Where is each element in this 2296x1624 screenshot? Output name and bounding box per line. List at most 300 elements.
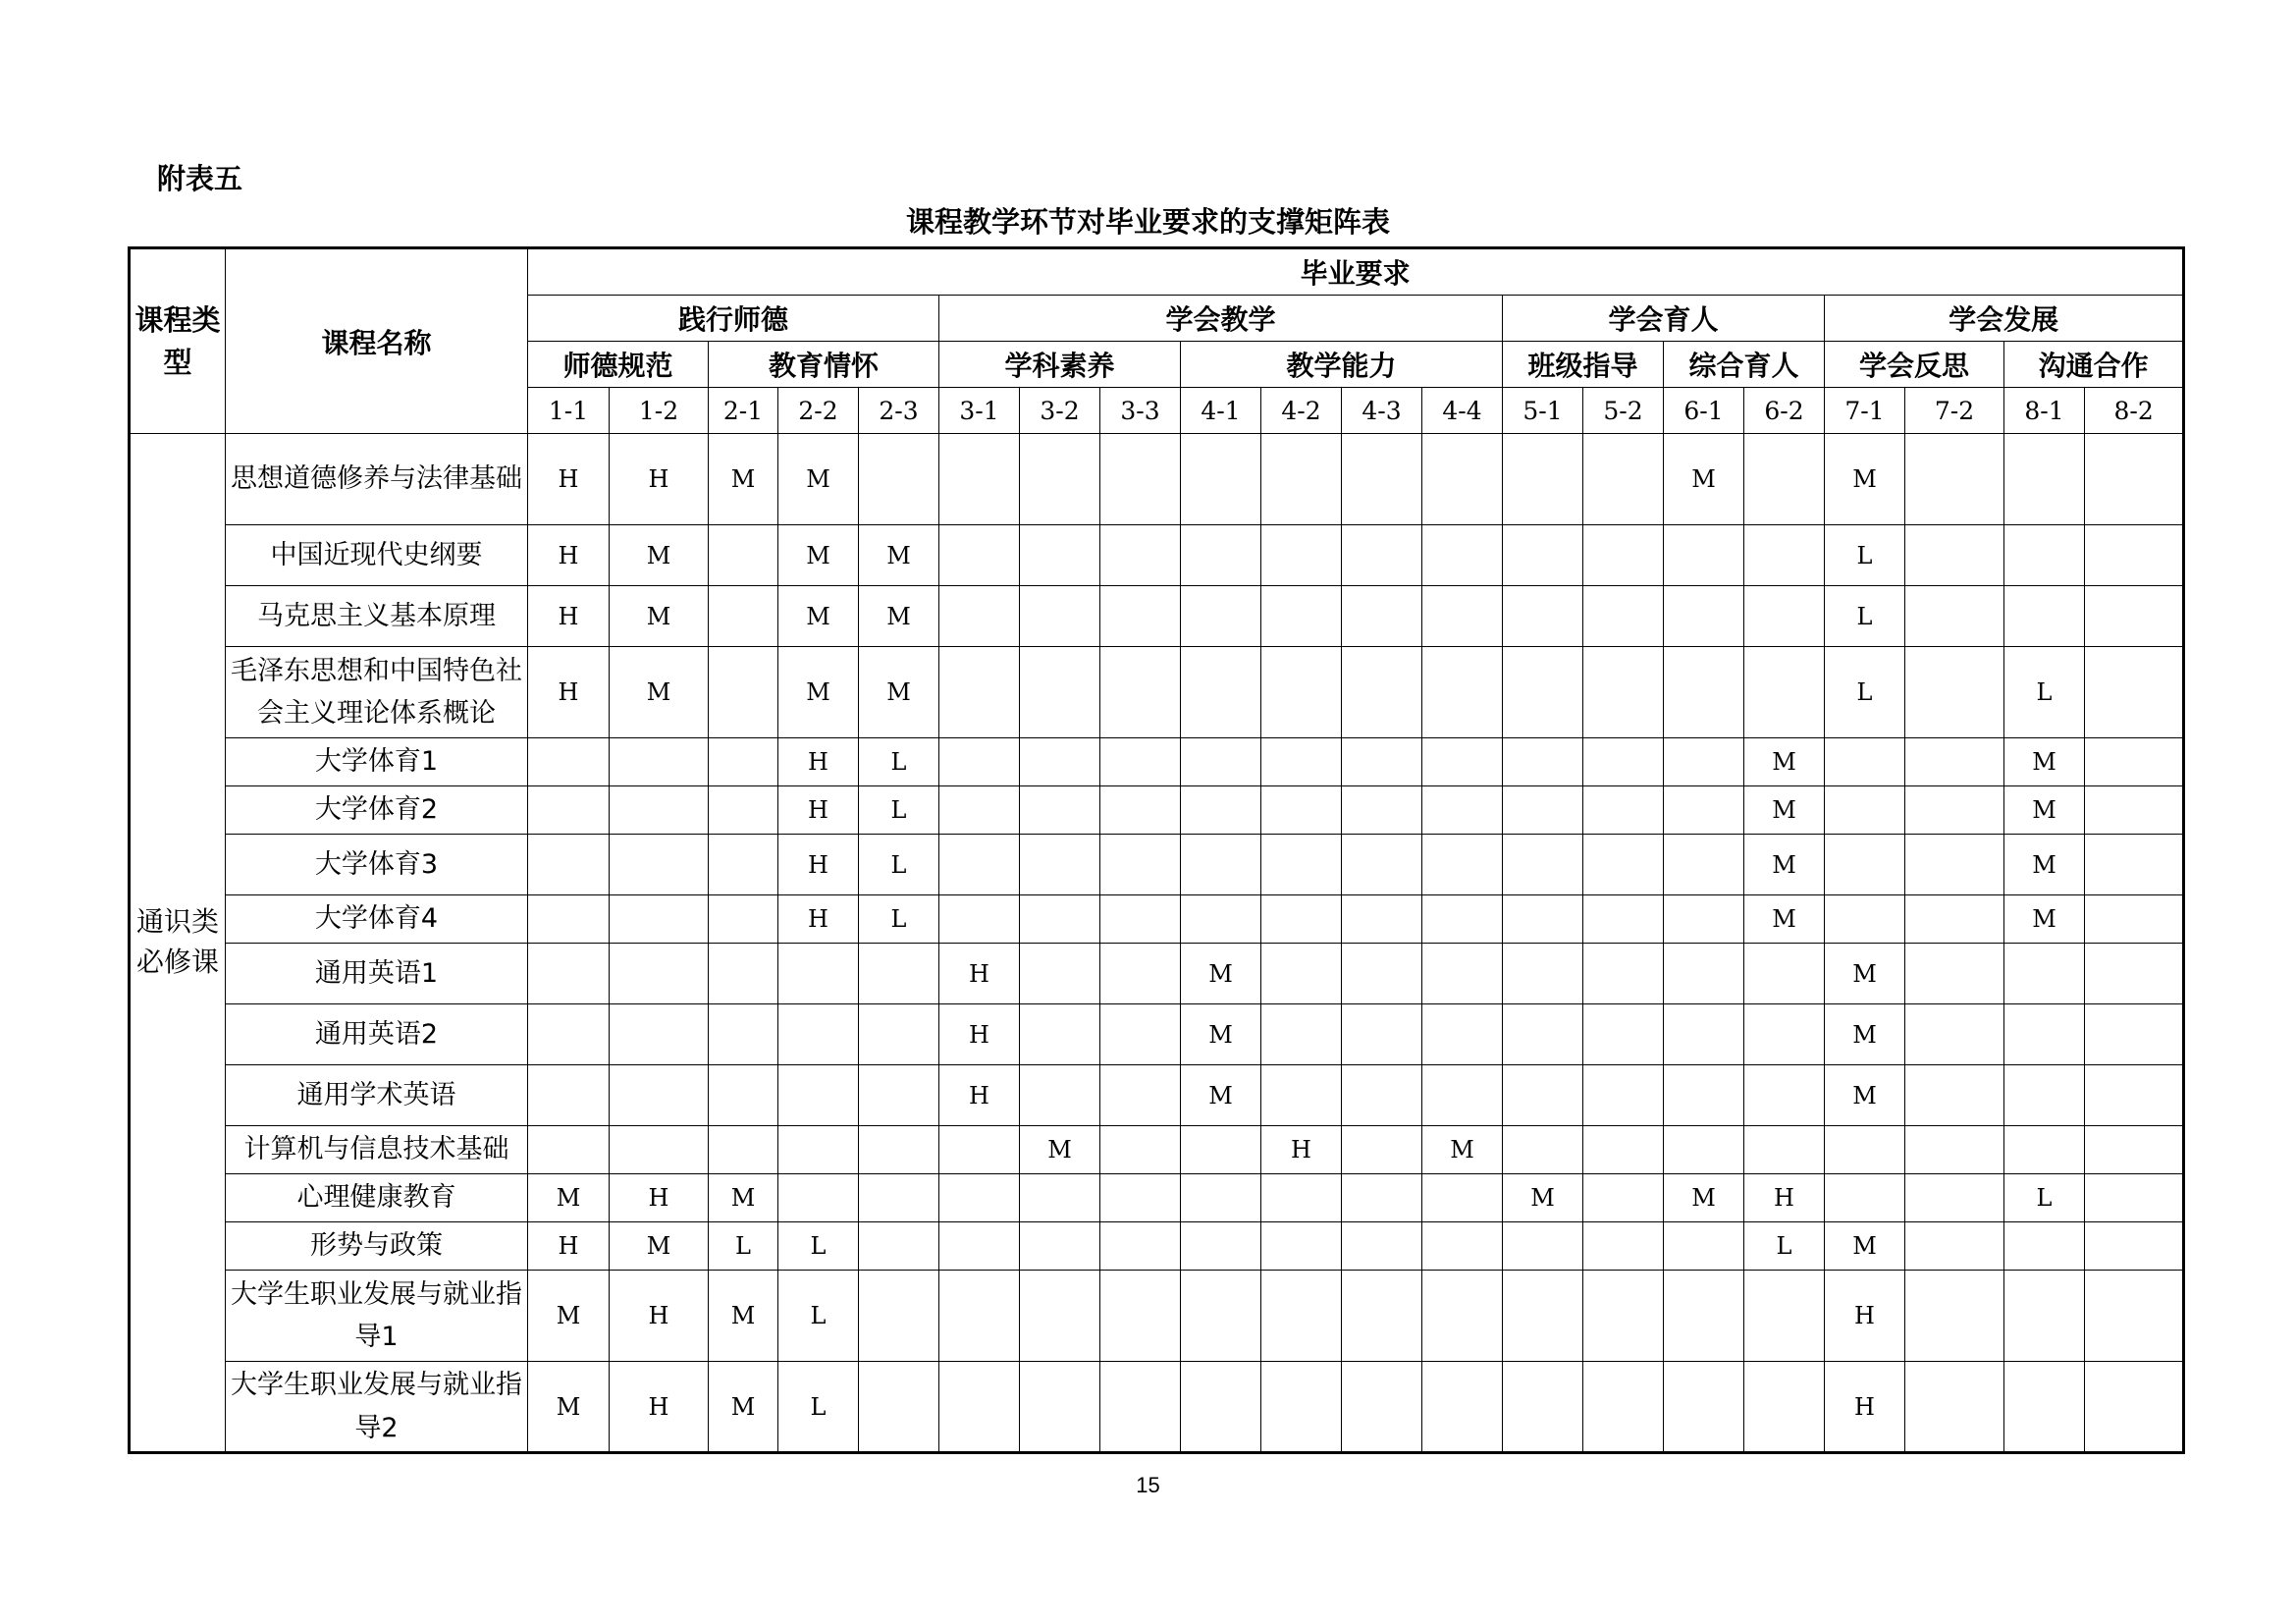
course-name-cell: 大学体育4	[226, 895, 528, 944]
requirement-code-header: 1-1	[528, 388, 610, 434]
support-level-cell: H	[610, 434, 709, 525]
support-level-cell: H	[1825, 1362, 1905, 1453]
support-level-cell: M	[1825, 434, 1905, 525]
table-row	[130, 835, 2184, 895]
support-level-cell: H	[778, 895, 859, 944]
support-level-cell: H	[528, 525, 610, 586]
support-level-cell	[709, 1126, 778, 1174]
support-level-cell	[1905, 1065, 2004, 1126]
requirement-subgroup-header: 沟通合作	[2004, 342, 2184, 388]
requirement-code-header: 7-2	[1905, 388, 2004, 434]
support-level-cell	[2085, 434, 2184, 525]
support-level-cell	[1503, 434, 1583, 525]
support-level-cell	[2085, 525, 2184, 586]
support-level-cell	[1583, 738, 1664, 786]
support-level-cell	[1342, 525, 1422, 586]
support-level-cell	[1422, 1065, 1503, 1126]
course-name-cell: 通用英语2	[226, 1004, 528, 1065]
requirement-code-header: 4-4	[1422, 388, 1503, 434]
support-level-cell: H	[528, 1222, 610, 1271]
support-level-cell: H	[1825, 1271, 1905, 1362]
requirement-code-header: 6-1	[1664, 388, 1744, 434]
support-level-cell: H	[610, 1271, 709, 1362]
support-level-cell	[1020, 786, 1100, 835]
support-level-cell	[1664, 835, 1744, 895]
support-level-cell	[939, 647, 1020, 738]
table-row	[130, 1362, 2184, 1453]
support-level-cell	[1020, 1362, 1100, 1453]
support-level-cell	[1342, 434, 1422, 525]
support-level-cell	[859, 434, 939, 525]
support-level-cell	[1583, 1065, 1664, 1126]
support-level-cell	[778, 1174, 859, 1222]
support-level-cell	[1744, 1362, 1825, 1453]
support-level-cell	[2085, 895, 2184, 944]
support-level-cell: H	[1261, 1126, 1342, 1174]
support-level-cell	[1503, 1362, 1583, 1453]
support-level-cell	[709, 1065, 778, 1126]
support-level-cell	[1261, 944, 1342, 1004]
course-name-cell: 马克思主义基本原理	[226, 586, 528, 647]
support-level-cell	[709, 647, 778, 738]
support-level-cell: M	[1664, 434, 1744, 525]
support-level-cell	[2085, 944, 2184, 1004]
support-level-cell	[1020, 1004, 1100, 1065]
requirement-code-header: 6-2	[1744, 388, 1825, 434]
course-name-cell: 中国近现代史纲要	[226, 525, 528, 586]
support-level-cell	[1583, 1174, 1664, 1222]
support-level-cell	[859, 1174, 939, 1222]
support-level-cell: M	[1503, 1174, 1583, 1222]
support-level-cell	[1664, 1271, 1744, 1362]
support-level-cell: L	[1825, 586, 1905, 647]
support-level-cell	[1825, 1174, 1905, 1222]
support-level-cell	[859, 944, 939, 1004]
support-level-cell	[2085, 1362, 2184, 1453]
support-level-cell	[2085, 835, 2184, 895]
support-level-cell	[1664, 1126, 1744, 1174]
table-row	[130, 647, 2184, 738]
support-level-cell	[610, 944, 709, 1004]
support-level-cell	[1422, 1271, 1503, 1362]
support-level-cell: L	[1825, 647, 1905, 738]
support-level-cell	[1664, 1362, 1744, 1453]
support-level-cell	[939, 434, 1020, 525]
course-name-cell: 大学体育3	[226, 835, 528, 895]
support-level-cell	[1342, 647, 1422, 738]
support-level-cell	[610, 1126, 709, 1174]
support-level-cell	[528, 1004, 610, 1065]
support-level-cell: M	[2004, 895, 2085, 944]
support-level-cell	[1503, 944, 1583, 1004]
support-level-cell	[1100, 738, 1181, 786]
support-level-cell	[1342, 944, 1422, 1004]
support-level-cell	[1905, 786, 2004, 835]
support-level-cell	[2004, 1126, 2085, 1174]
support-level-cell: H	[610, 1362, 709, 1453]
support-level-cell	[1342, 1004, 1422, 1065]
support-level-cell	[1342, 738, 1422, 786]
support-level-cell	[2004, 525, 2085, 586]
support-level-cell	[610, 786, 709, 835]
support-level-cell	[2004, 1362, 2085, 1453]
support-level-cell	[1100, 586, 1181, 647]
course-category-cell: 通识类必修课	[130, 434, 226, 1453]
support-level-cell	[610, 1065, 709, 1126]
support-level-cell	[1342, 1174, 1422, 1222]
support-level-cell: M	[1825, 944, 1905, 1004]
support-level-cell	[1825, 895, 1905, 944]
support-level-cell: H	[939, 944, 1020, 1004]
support-level-cell	[2004, 1271, 2085, 1362]
support-level-cell: M	[709, 434, 778, 525]
support-level-cell	[709, 1004, 778, 1065]
support-level-cell	[1664, 944, 1744, 1004]
support-level-cell	[1181, 434, 1261, 525]
table-row	[130, 944, 2184, 1004]
support-level-cell	[1744, 525, 1825, 586]
course-name-cell: 大学生职业发展与就业指导2	[226, 1362, 528, 1453]
support-level-cell	[939, 1271, 1020, 1362]
support-level-cell	[2085, 1174, 2184, 1222]
support-level-cell	[1100, 525, 1181, 586]
support-level-cell: H	[939, 1065, 1020, 1126]
support-level-cell	[1342, 1126, 1422, 1174]
support-level-cell	[939, 525, 1020, 586]
support-level-cell: L	[859, 738, 939, 786]
support-level-cell	[2004, 944, 2085, 1004]
support-level-cell	[1100, 1362, 1181, 1453]
support-level-cell	[1020, 1222, 1100, 1271]
support-level-cell: M	[1744, 895, 1825, 944]
support-level-cell	[1744, 434, 1825, 525]
support-level-cell: M	[859, 586, 939, 647]
support-level-cell: M	[709, 1362, 778, 1453]
support-level-cell	[2085, 786, 2184, 835]
requirement-code-header: 8-1	[2004, 388, 2085, 434]
support-level-cell	[1422, 1222, 1503, 1271]
course-name-cell: 大学体育2	[226, 786, 528, 835]
requirement-code-header: 2-1	[709, 388, 778, 434]
course-name-cell: 大学体育1	[226, 738, 528, 786]
support-level-cell	[939, 1222, 1020, 1271]
support-level-cell	[859, 1065, 939, 1126]
requirement-code-header: 4-3	[1342, 388, 1422, 434]
support-level-cell	[610, 1004, 709, 1065]
support-level-cell	[1583, 895, 1664, 944]
support-level-cell: M	[778, 434, 859, 525]
support-level-cell	[528, 738, 610, 786]
support-level-cell: M	[528, 1174, 610, 1222]
table-row	[130, 1174, 2184, 1222]
support-level-cell	[939, 586, 1020, 647]
support-level-cell	[1422, 1362, 1503, 1453]
support-level-cell	[1905, 1271, 2004, 1362]
support-level-cell	[1825, 835, 1905, 895]
support-level-cell: L	[778, 1271, 859, 1362]
support-level-cell	[1503, 1271, 1583, 1362]
support-level-cell: M	[1825, 1065, 1905, 1126]
support-level-cell	[1583, 1004, 1664, 1065]
support-level-cell	[1100, 1065, 1181, 1126]
table-row	[130, 1004, 2184, 1065]
course-name-cell: 心理健康教育	[226, 1174, 528, 1222]
support-level-cell	[1342, 1222, 1422, 1271]
support-level-cell	[2004, 434, 2085, 525]
support-level-cell: M	[1020, 1126, 1100, 1174]
support-level-cell: H	[778, 738, 859, 786]
support-level-cell	[1583, 1362, 1664, 1453]
support-level-cell	[1261, 786, 1342, 835]
support-level-cell	[1181, 525, 1261, 586]
requirement-code-header: 2-3	[859, 388, 939, 434]
support-level-cell	[1825, 1126, 1905, 1174]
support-level-cell	[1261, 1271, 1342, 1362]
support-level-cell	[1181, 1126, 1261, 1174]
support-level-cell	[1583, 944, 1664, 1004]
support-level-cell	[1905, 738, 2004, 786]
requirement-code-header: 4-2	[1261, 388, 1342, 434]
support-level-cell	[939, 786, 1020, 835]
matrix-body	[130, 434, 2184, 1453]
support-level-cell	[1744, 1126, 1825, 1174]
support-level-cell: M	[1744, 786, 1825, 835]
support-level-cell	[1503, 586, 1583, 647]
support-level-cell	[1905, 895, 2004, 944]
support-level-cell: H	[610, 1174, 709, 1222]
support-level-cell	[1422, 738, 1503, 786]
support-level-cell: M	[1664, 1174, 1744, 1222]
support-level-cell	[1261, 895, 1342, 944]
support-level-cell	[1181, 647, 1261, 738]
requirement-code-header: 8-2	[2085, 388, 2184, 434]
support-level-cell	[1503, 738, 1583, 786]
support-level-cell: L	[859, 835, 939, 895]
support-level-cell	[2085, 738, 2184, 786]
support-level-cell	[1905, 944, 2004, 1004]
course-name-cell: 通用学术英语	[226, 1065, 528, 1126]
support-level-cell: M	[1744, 738, 1825, 786]
requirement-subgroup-header: 学会反思	[1825, 342, 2004, 388]
support-level-cell	[1503, 525, 1583, 586]
support-level-cell	[2085, 1271, 2184, 1362]
support-level-cell	[1261, 1362, 1342, 1453]
support-level-cell	[1583, 586, 1664, 647]
support-level-cell: M	[2004, 786, 2085, 835]
support-level-cell: H	[939, 1004, 1020, 1065]
support-level-cell	[2085, 586, 2184, 647]
requirement-code-header: 2-2	[778, 388, 859, 434]
support-level-cell	[1905, 586, 2004, 647]
support-level-cell	[1744, 586, 1825, 647]
support-level-cell	[1181, 1362, 1261, 1453]
support-level-cell	[1020, 434, 1100, 525]
requirement-code-header: 3-1	[939, 388, 1020, 434]
support-level-cell: L	[2004, 1174, 2085, 1222]
course-name-cell: 通用英语1	[226, 944, 528, 1004]
support-level-cell	[1181, 1174, 1261, 1222]
support-level-cell	[528, 944, 610, 1004]
table-row	[130, 786, 2184, 835]
support-level-cell	[1020, 647, 1100, 738]
course-name-cell: 思想道德修养与法律基础	[226, 434, 528, 525]
support-level-cell	[610, 895, 709, 944]
support-matrix-table	[128, 246, 2185, 1454]
support-level-cell: M	[1181, 1004, 1261, 1065]
support-level-cell	[1503, 647, 1583, 738]
table-row	[130, 1126, 2184, 1174]
support-level-cell: M	[610, 647, 709, 738]
support-level-cell	[1503, 1126, 1583, 1174]
support-level-cell	[1664, 1004, 1744, 1065]
support-level-cell: M	[528, 1362, 610, 1453]
table-row	[130, 895, 2184, 944]
support-level-cell	[1422, 647, 1503, 738]
support-level-cell	[1342, 786, 1422, 835]
support-level-cell: M	[1825, 1004, 1905, 1065]
support-level-cell	[1261, 1222, 1342, 1271]
support-level-cell	[1664, 895, 1744, 944]
requirement-subgroup-header: 教育情怀	[709, 342, 939, 388]
support-level-cell	[1181, 895, 1261, 944]
support-level-cell	[939, 895, 1020, 944]
support-level-cell	[859, 1004, 939, 1065]
support-level-cell	[528, 1126, 610, 1174]
support-level-cell: M	[1422, 1126, 1503, 1174]
support-level-cell	[1583, 835, 1664, 895]
support-level-cell	[1422, 1174, 1503, 1222]
support-level-cell	[2085, 1126, 2184, 1174]
support-level-cell	[709, 525, 778, 586]
support-level-cell	[1100, 434, 1181, 525]
support-level-cell	[1905, 1126, 2004, 1174]
table-row	[130, 738, 2184, 786]
support-level-cell	[778, 1065, 859, 1126]
support-level-cell	[1664, 525, 1744, 586]
support-level-cell	[709, 944, 778, 1004]
support-level-cell	[1905, 835, 2004, 895]
support-level-cell	[778, 1126, 859, 1174]
support-level-cell	[2085, 647, 2184, 738]
support-level-cell: M	[1825, 1222, 1905, 1271]
table-row	[130, 1271, 2184, 1362]
support-level-cell	[1583, 434, 1664, 525]
support-level-cell	[528, 835, 610, 895]
support-level-cell	[1583, 525, 1664, 586]
support-level-cell	[1422, 835, 1503, 895]
support-level-cell: M	[2004, 738, 2085, 786]
support-level-cell	[1422, 895, 1503, 944]
support-level-cell	[709, 786, 778, 835]
support-level-cell: M	[778, 647, 859, 738]
support-level-cell	[1503, 1004, 1583, 1065]
support-level-cell	[709, 586, 778, 647]
requirement-code-header: 5-2	[1583, 388, 1664, 434]
support-level-cell	[1261, 1174, 1342, 1222]
support-level-cell	[1583, 786, 1664, 835]
support-level-cell: L	[1744, 1222, 1825, 1271]
support-level-cell	[1664, 586, 1744, 647]
course-type-header: 课程类型	[130, 248, 226, 434]
table-row	[130, 434, 2184, 525]
support-level-cell	[610, 835, 709, 895]
support-level-cell	[1342, 895, 1422, 944]
course-name-header: 课程名称	[226, 248, 528, 434]
support-level-cell	[1100, 647, 1181, 738]
support-level-cell: M	[709, 1271, 778, 1362]
support-level-cell	[1020, 1065, 1100, 1126]
table-row	[130, 586, 2184, 647]
support-level-cell: M	[1181, 944, 1261, 1004]
support-level-cell	[1664, 1222, 1744, 1271]
support-level-cell	[1261, 525, 1342, 586]
support-level-cell: L	[859, 786, 939, 835]
requirement-subgroup-header: 师德规范	[528, 342, 709, 388]
support-level-cell	[1905, 1174, 2004, 1222]
support-level-cell	[1261, 434, 1342, 525]
page-number: 15	[1136, 1473, 1160, 1497]
support-level-cell	[939, 1174, 1020, 1222]
support-level-cell	[1664, 1065, 1744, 1126]
support-level-cell	[1020, 1271, 1100, 1362]
support-level-cell: H	[778, 786, 859, 835]
support-level-cell	[859, 1126, 939, 1174]
support-level-cell: M	[610, 586, 709, 647]
support-level-cell	[1422, 1004, 1503, 1065]
support-level-cell	[1583, 1222, 1664, 1271]
support-level-cell	[1744, 1065, 1825, 1126]
support-level-cell	[1100, 1004, 1181, 1065]
table-row	[130, 1065, 2184, 1126]
support-level-cell	[1020, 944, 1100, 1004]
table-title: 课程教学环节对毕业要求的支撑矩阵表	[905, 205, 1390, 239]
support-level-cell: M	[1744, 835, 1825, 895]
support-level-cell	[1020, 1174, 1100, 1222]
support-level-cell	[2085, 1004, 2184, 1065]
support-level-cell	[1181, 1271, 1261, 1362]
support-level-cell	[2085, 1222, 2184, 1271]
support-level-cell	[1181, 1222, 1261, 1271]
table-row	[130, 525, 2184, 586]
course-name-cell: 毛泽东思想和中国特色社会主义理论体系概论	[226, 647, 528, 738]
support-level-cell	[1342, 835, 1422, 895]
support-level-cell: M	[709, 1174, 778, 1222]
support-level-cell	[1261, 738, 1342, 786]
support-level-cell	[1583, 1271, 1664, 1362]
support-level-cell: L	[2004, 647, 2085, 738]
support-level-cell	[1181, 738, 1261, 786]
support-level-cell	[1825, 786, 1905, 835]
support-level-cell: L	[778, 1222, 859, 1271]
support-level-cell	[1261, 835, 1342, 895]
support-level-cell	[1100, 1126, 1181, 1174]
support-level-cell	[528, 895, 610, 944]
requirement-subgroup-header: 教学能力	[1181, 342, 1503, 388]
support-level-cell	[1503, 1065, 1583, 1126]
support-level-cell	[1503, 895, 1583, 944]
requirement-group-header: 学会育人	[1503, 296, 1825, 342]
appendix-label: 附表五	[157, 162, 243, 195]
support-level-cell	[1664, 786, 1744, 835]
support-level-cell	[1422, 586, 1503, 647]
support-level-cell	[528, 1065, 610, 1126]
support-level-cell: M	[610, 525, 709, 586]
support-level-cell: M	[610, 1222, 709, 1271]
requirement-group-header: 践行师德	[528, 296, 939, 342]
support-level-cell	[1503, 786, 1583, 835]
table-row	[130, 1222, 2184, 1271]
support-level-cell	[528, 786, 610, 835]
